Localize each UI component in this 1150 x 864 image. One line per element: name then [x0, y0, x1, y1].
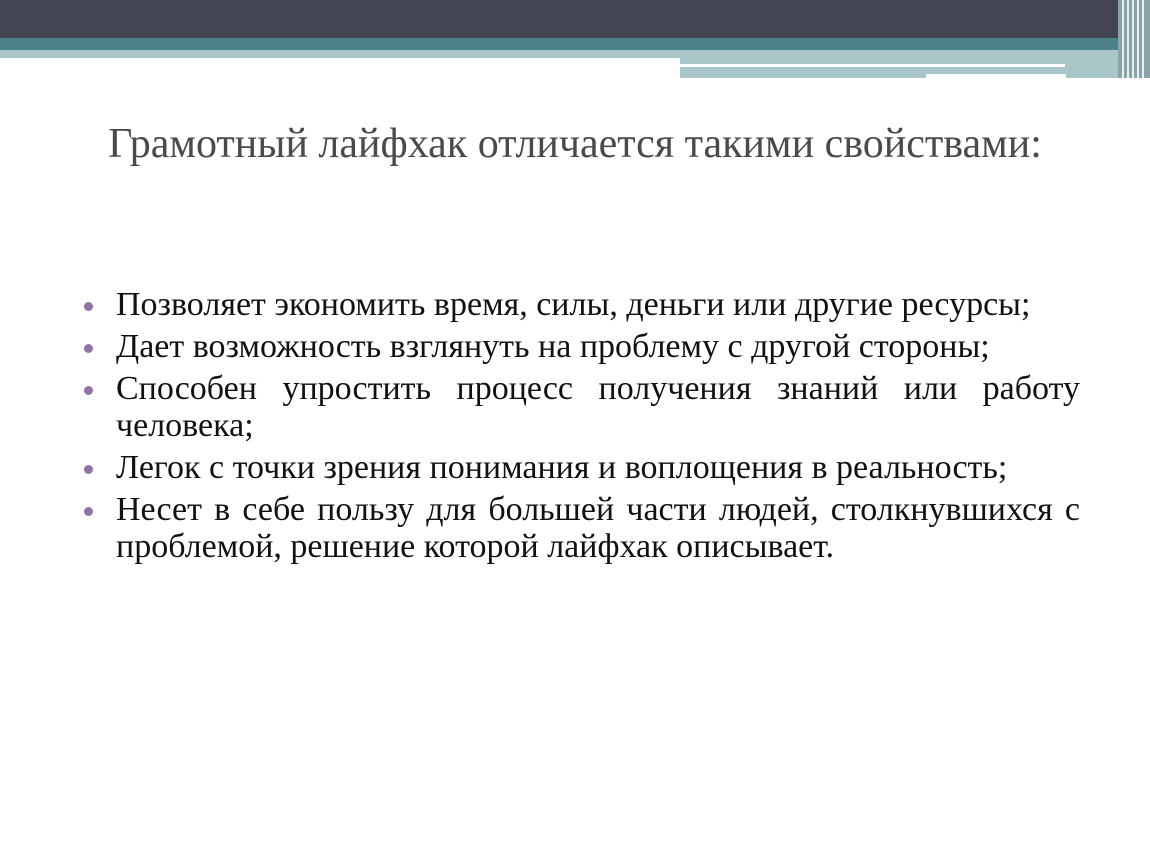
corner-stripes-decoration — [1118, 0, 1150, 78]
bullet-list — [80, 286, 1080, 570]
bullet-text: Способен упростить процесс получения знаний или работу человека; — [116, 370, 1080, 444]
header-divider-line-short — [926, 74, 1066, 78]
stripe — [1122, 0, 1124, 78]
stripe — [1137, 0, 1139, 78]
stripe — [1132, 0, 1134, 78]
bullet-dot-icon — [84, 302, 93, 311]
header-band-teal — [0, 38, 1150, 50]
stripe — [1127, 0, 1129, 78]
header-band-dark — [0, 0, 1150, 38]
list-item — [80, 286, 1080, 323]
bullet-dot-icon — [84, 465, 93, 474]
bullet-dot-icon — [84, 507, 93, 516]
slide-title: Грамотный лайфхак отличается такими свойствами: — [108, 121, 1042, 167]
bullet-dot-icon — [84, 344, 93, 353]
bullet-text: Позволяет экономить время, силы, деньги или другие ресурсы; — [116, 286, 1031, 323]
bullet-dot-icon — [84, 386, 93, 395]
bullet-text: Легок с точки зрения понимания и воплощения в реальность; — [116, 449, 1008, 486]
list-item — [80, 370, 1080, 444]
list-item — [80, 449, 1080, 486]
bullet-text: Дает возможность взглянуть на проблему с другой стороны; — [116, 328, 990, 365]
header-divider-line — [680, 64, 1065, 67]
list-item — [80, 491, 1080, 565]
bullet-text: Несет в себе пользу для большей части людей, столкнувшихся с проблемой, решение которой лайфхак описывает. — [116, 491, 1080, 565]
header-band-light — [0, 50, 680, 58]
list-item — [80, 328, 1080, 365]
stripe — [1142, 0, 1144, 78]
